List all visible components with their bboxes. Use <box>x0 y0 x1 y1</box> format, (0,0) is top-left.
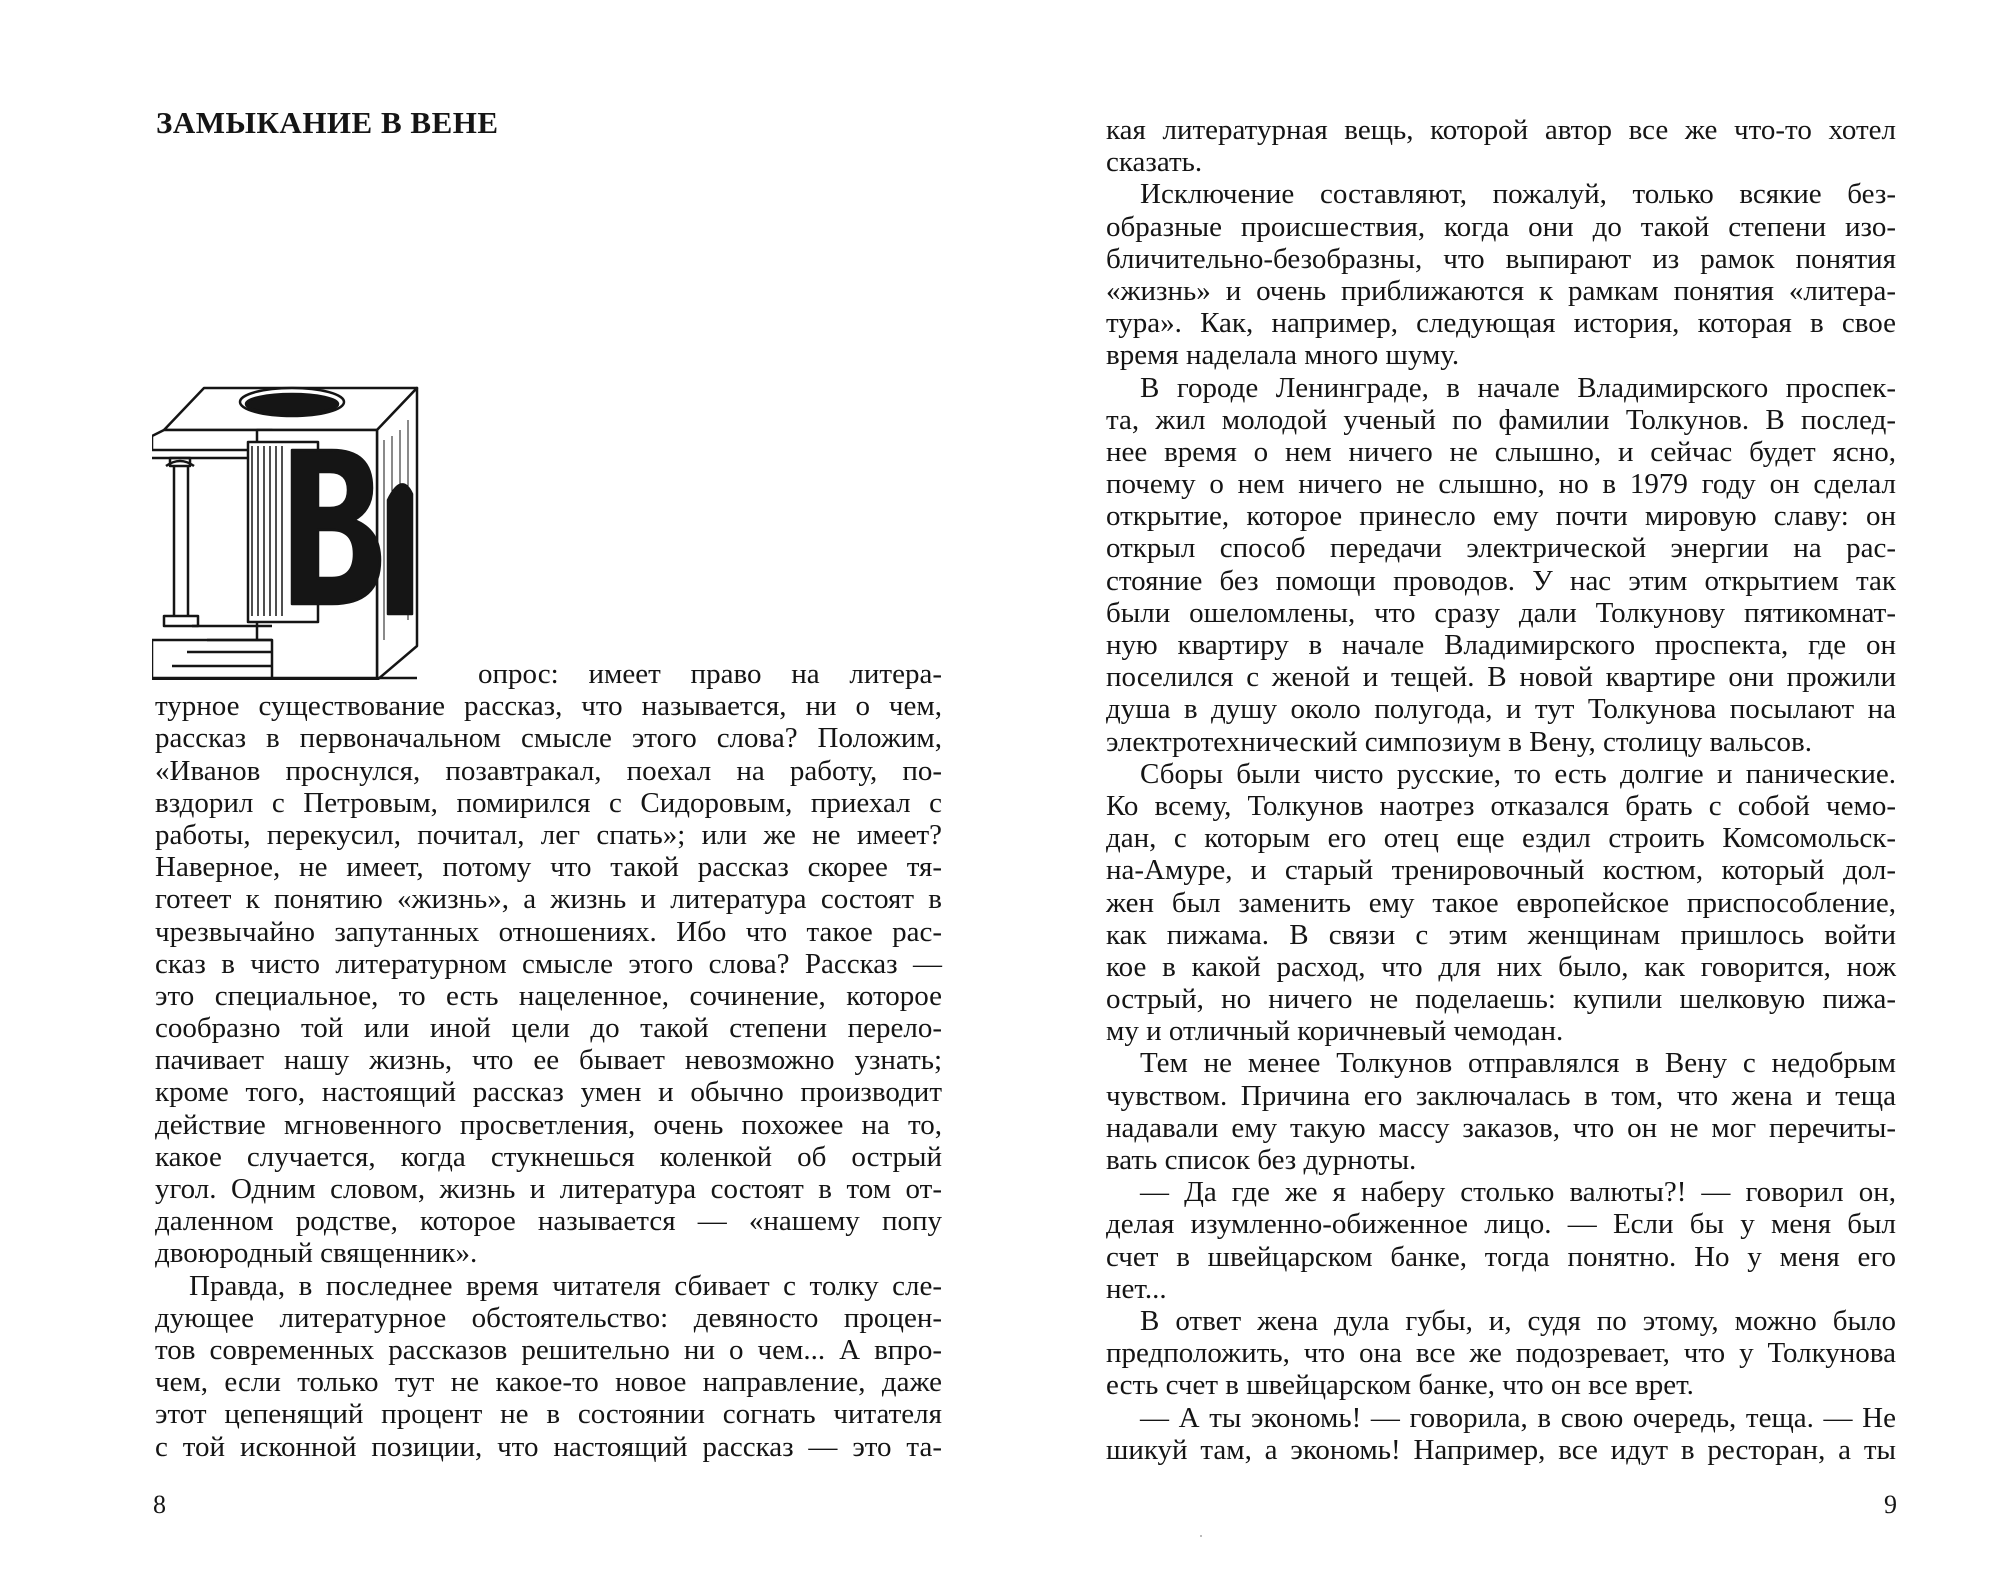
text-line: кое в какой расход, что для них было, как говорится, нож <box>1106 950 1896 983</box>
text-line: турное существование рассказ, что называется, ни о чем, <box>155 690 942 723</box>
text-line: та, жил молодой ученый по фамилии Толкунов. В послед- <box>1106 403 1896 436</box>
text-line: Тем не менее Толкунов отправлялся в Вену с недобрым <box>1140 1047 1896 1080</box>
text-line: как пижама. В связи с этим женщинам пришлось войти <box>1106 918 1896 951</box>
text-line: готеет к понятию «жизнь», а жизнь и литература состоят в <box>155 883 942 916</box>
text-line: В городе Ленинграде, в начале Владимирского проспек- <box>1140 371 1896 404</box>
text-line: острый, но ничего не поделаешь: купили шелковую пижа- <box>1106 983 1896 1016</box>
text-line: тов современных рассказов решительно ни о чем... А впро- <box>155 1333 942 1366</box>
page-number-right: 9 <box>1884 1490 1897 1519</box>
text-line: есть счет в швейцарском банке, что он все врет. <box>1106 1369 1694 1402</box>
text-line: Наверное, не имеет, потому что такой рассказ скорее тя- <box>155 851 942 884</box>
left-page-body <box>155 658 942 1463</box>
text-line: на-Амуре, и старый тренировочный костюм, который дол- <box>1106 854 1896 887</box>
text-line: В ответ жена дула губы, и, судя по этому, можно было <box>1140 1304 1896 1337</box>
text-line: му и отличный коричневый чемодан. <box>1106 1015 1564 1048</box>
text-line: жен был заменить ему такое европейское приспособление, <box>1106 886 1896 919</box>
text-line: счет в швейцарском банке, тогда понятно. Но у меня его <box>1106 1240 1896 1273</box>
text-line: Ко всему, Толкунов наотрез отказался брать с собой чемо- <box>1106 789 1896 822</box>
text-line: электротехнический симпозиум в Вену, столицу вальсов. <box>1106 725 1812 758</box>
text-line: рассказ в первоначальном смысле этого слова? Положим, <box>155 722 942 755</box>
text-line: сказать. <box>1106 146 1203 179</box>
text-line: надавали ему такую массу заказов, что он не мог перечиты- <box>1106 1111 1896 1144</box>
text-line: нее время о нем ничего не слышно, и сейчас будет ясно, <box>1106 435 1896 468</box>
text-line: бличительно-безобразны, что выпирают из рамок понятия <box>1106 242 1896 275</box>
text-line: даленном родстве, которое называется — «нашему попу <box>155 1205 942 1238</box>
text-line: тура». Как, например, следующая история, которая в свое <box>1106 307 1896 340</box>
text-line: «Иванов проснулся, позавтракал, поехал на работу, по- <box>155 754 942 787</box>
text-line: почему о нем ничего не слышно, но в 1979 году он сделал <box>1106 468 1896 501</box>
text-line: открыл способ передачи электрической энергии на рас- <box>1106 532 1896 565</box>
text-line: «жизнь» и очень приближаются к рамкам понятия «литера- <box>1106 274 1896 307</box>
text-line: с той исконной позиции, что настоящий рассказ — это та- <box>155 1430 942 1463</box>
text-line: нет... <box>1106 1272 1167 1305</box>
text-line: вздорил с Петровым, помирился с Сидоровым, приехал с <box>155 786 942 819</box>
text-line: поселился с женой и тещей. В новой квартире они прожили <box>1106 661 1896 694</box>
text-line: работы, перекусил, почитал, лег спать»; или же не имеет? <box>155 818 942 851</box>
text-line: угол. Одним словом, жизнь и литература состоят в том от- <box>155 1173 942 1205</box>
text-line: дующее литературное обстоятельство: девяносто процен- <box>155 1301 942 1334</box>
text-line: время наделала много шуму. <box>1106 339 1460 372</box>
text-line: вать список без дурноты. <box>1106 1144 1417 1176</box>
text-line: открытие, которое принесло ему почти мировую славу: он <box>1106 500 1896 533</box>
text-line: Исключение составляют, пожалуй, только всякие без- <box>1140 178 1896 211</box>
page-number-left: 8 <box>153 1490 166 1519</box>
text-line: ную квартиру в начале Владимирского проспекта, где он <box>1106 629 1896 661</box>
text-line: опрос: имеет право на литера- <box>478 658 942 690</box>
text-line: этот цепенящий процент не в состоянии согнать читателя <box>155 1398 942 1431</box>
scan-speck <box>1200 1535 1202 1537</box>
illustrated-dropcap <box>152 340 492 680</box>
text-line: Сборы были чисто русские, то есть долгие и панические. <box>1140 757 1896 790</box>
text-line: делая изумленно-обиженное лицо. — Если бы у меня был <box>1106 1208 1896 1241</box>
text-line: пачивает нашу жизнь, что ее бывает невозможно узнать; <box>155 1044 942 1077</box>
text-line: сказ в чисто литературном смысле этого слова? Рассказ — <box>155 947 942 980</box>
text-line: кая литературная вещь, которой автор все же что-то хотел <box>1106 114 1896 146</box>
text-line: образные происшествия, когда они до такой степени изо- <box>1106 210 1896 243</box>
text-line: это специальное, то есть нацеленное, сочинение, которое <box>155 979 942 1012</box>
right-page-body <box>1106 114 1896 1466</box>
text-line: — Да где же я наберу столько валюты?! — говорил он, <box>1140 1176 1896 1209</box>
text-line: чем, если только тут не какое-то новое направление, даже <box>155 1366 942 1399</box>
text-line: душа в душу около полугода, и тут Толкунова посылают на <box>1106 693 1896 726</box>
text-line: чувством. Причина его заключалась в том, что жена и теща <box>1106 1079 1896 1112</box>
text-line: предположить, что она все же подозревает, что у Толкунова <box>1106 1337 1896 1370</box>
text-line: чрезвычайно запутанных отношениях. Ибо что такое рас- <box>155 915 942 948</box>
text-line: двоюродный священник». <box>155 1237 478 1270</box>
text-line: действие мгновенного просветления, очень похожее на то, <box>155 1108 942 1141</box>
text-line: были ошеломлены, что сразу дали Толкунову пятикомнат- <box>1106 596 1896 629</box>
text-line: стояние без помощи проводов. У нас этим открытием так <box>1106 564 1896 597</box>
text-line: какое случается, когда стукнешься коленкой об острый <box>155 1140 942 1173</box>
text-line: шикуй там, а экономь! Например, все идут в ресторан, а ты <box>1106 1433 1896 1466</box>
story-title: ЗАМЫКАНИЕ В ВЕНЕ <box>156 105 499 140</box>
text-line: кроме того, настоящий рассказ умен и обычно производит <box>155 1076 942 1109</box>
text-line: — А ты экономь! — говорила, в свою очередь, теща. — Не <box>1140 1401 1896 1434</box>
text-line: Правда, в последнее время читателя сбивает с толку сле- <box>189 1269 942 1302</box>
text-line: дан, с которым его отец еще ездил строить Комсомольск- <box>1106 822 1896 855</box>
text-line: сообразно той или иной цели до такой степени перело- <box>155 1012 942 1045</box>
